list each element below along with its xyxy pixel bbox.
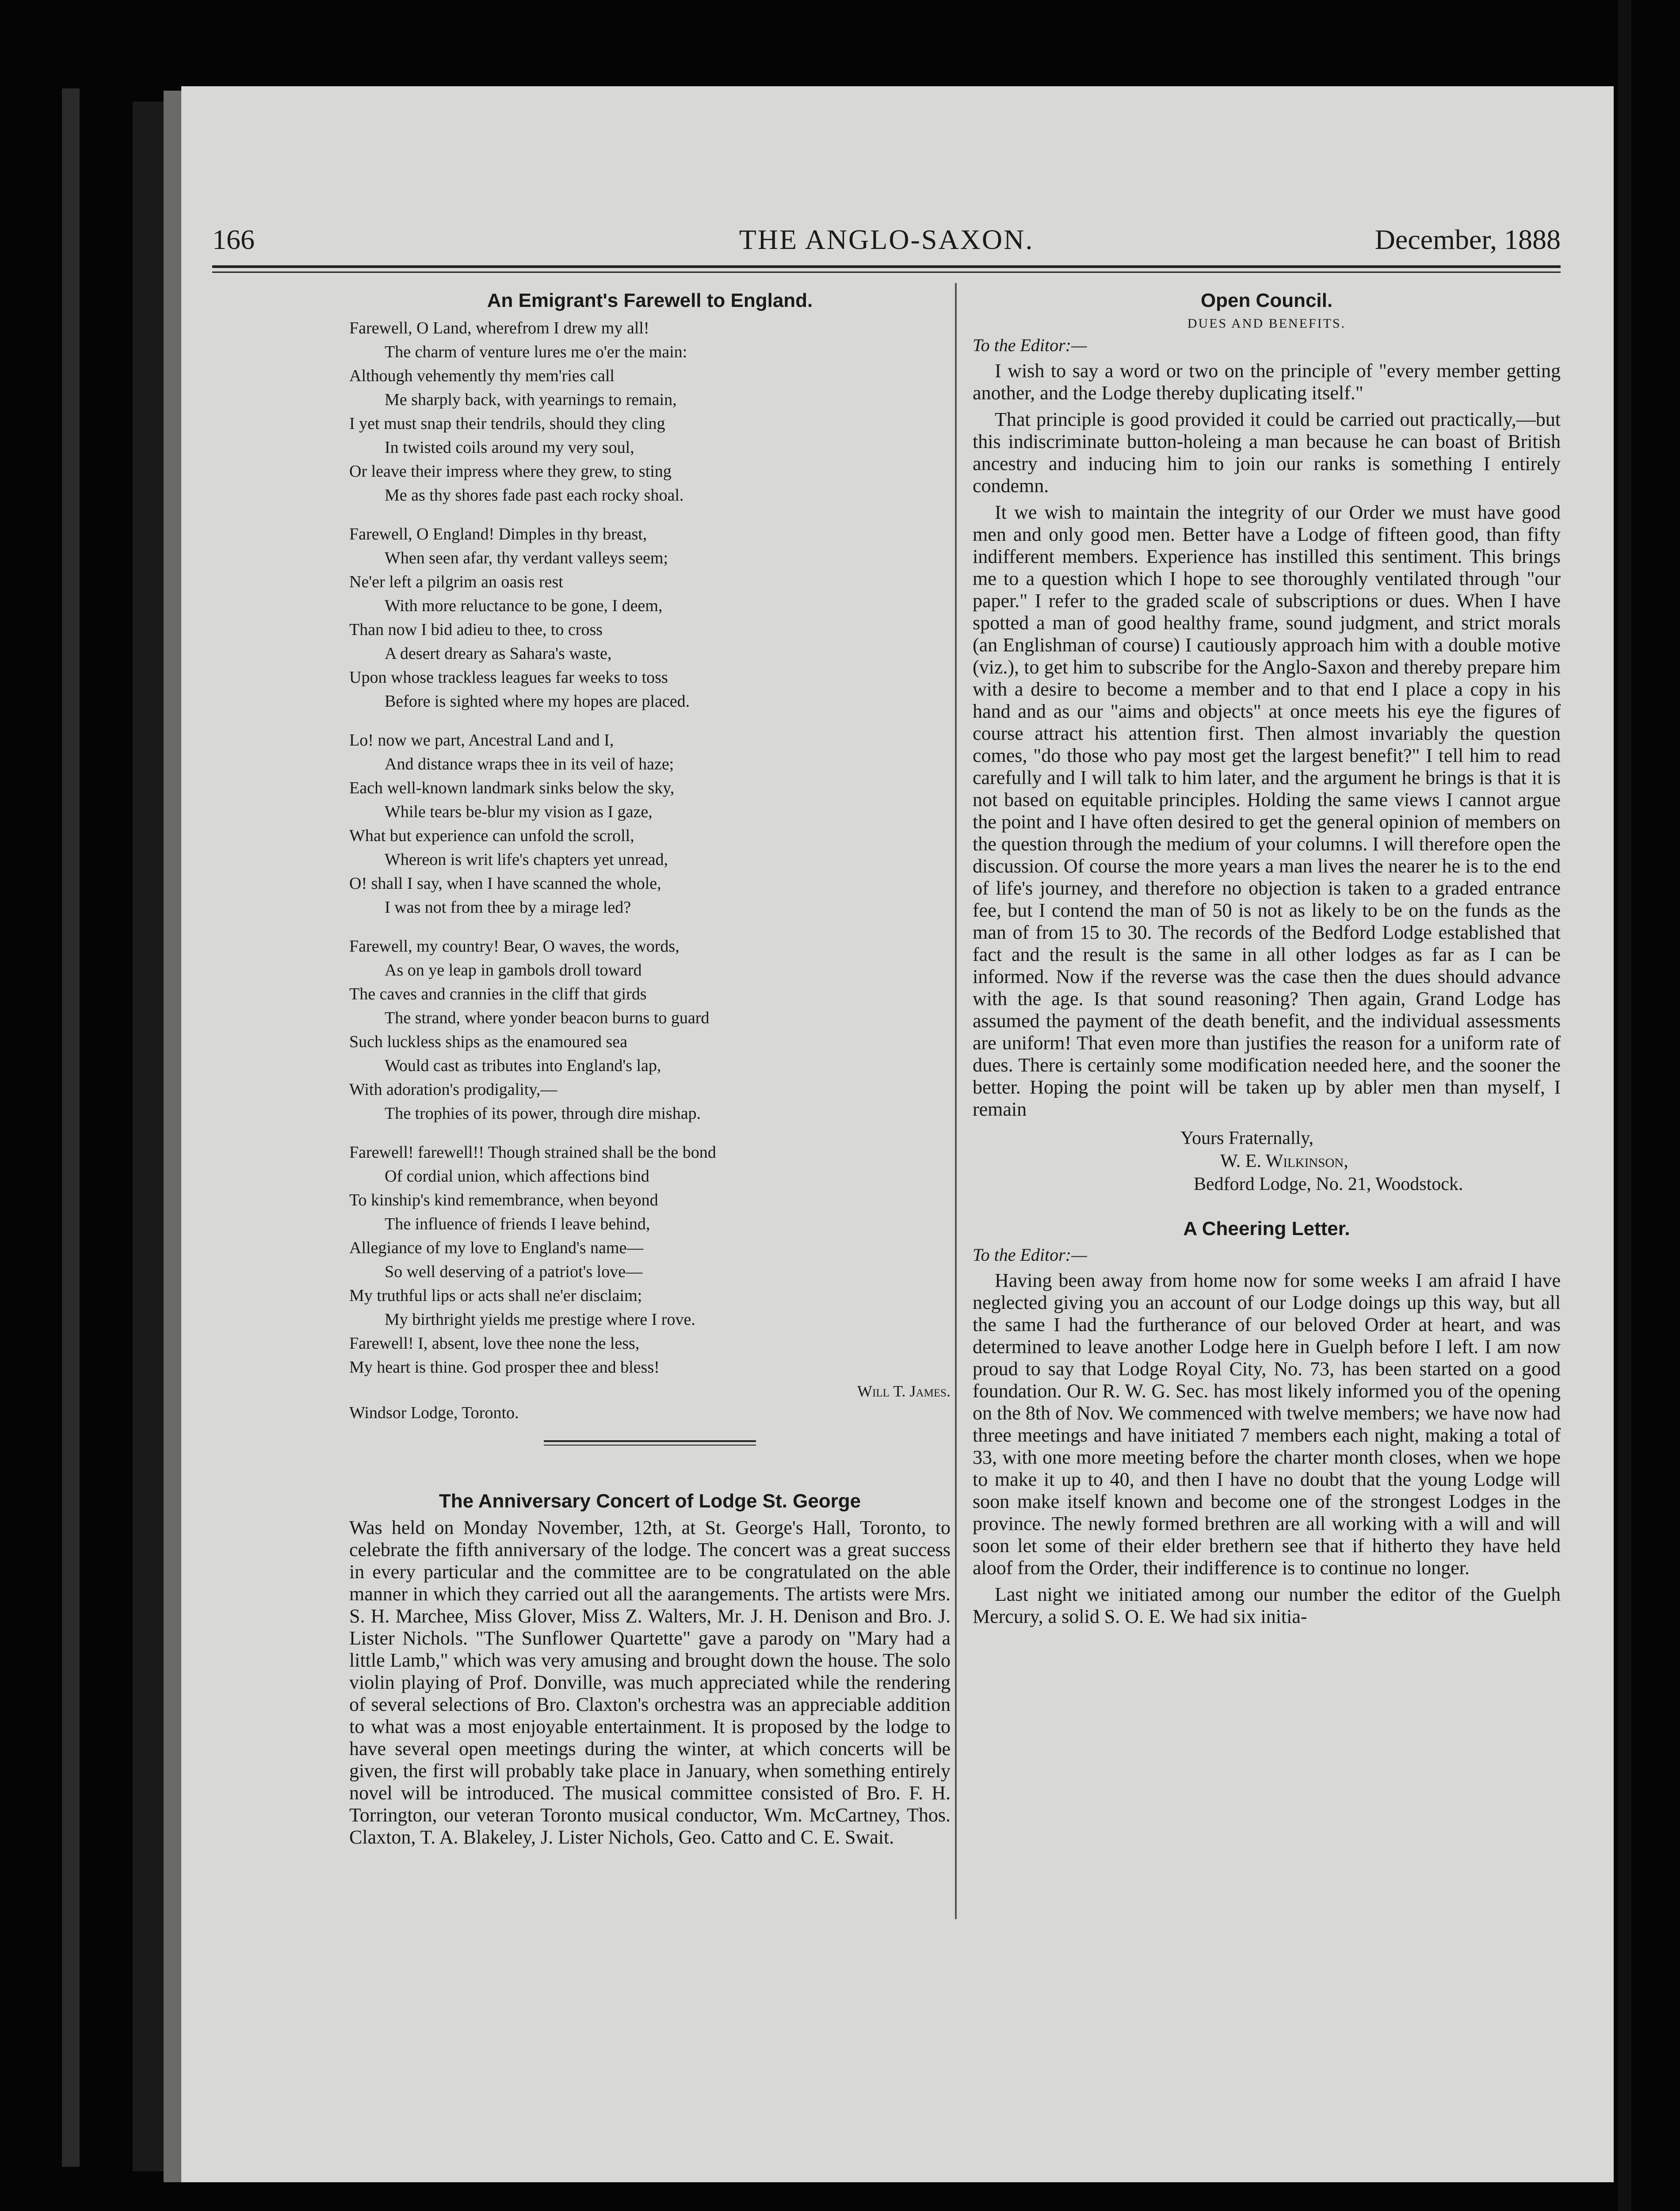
poem-stanza	[349, 728, 951, 919]
cheering-paragraph: Last night we initiated among our number the editor of the Guelph Mercury, a solid S. O. E. We had six initia-	[973, 1584, 1561, 1627]
issue-date: December, 1888	[1375, 224, 1561, 255]
poem-line: My heart is thine. God prosper thee and bless!	[349, 1358, 660, 1377]
council-salutation: To the Editor:—	[973, 335, 1087, 355]
poem-line: Such luckless ships as the enamoured sea	[349, 1033, 627, 1051]
poem-body	[349, 316, 951, 1379]
poem-line: The trophies of its power, through dire mishap.	[385, 1104, 701, 1123]
poem-line: In twisted coils around my very soul,	[385, 438, 634, 457]
poem-line: Each well-known landmark sinks below the sky,	[349, 779, 675, 797]
council-paragraph: I wish to say a word or two on the principle of "every member getting another, and the Lodge thereby duplicating itself."	[973, 360, 1561, 404]
poem-article	[349, 290, 951, 1457]
poem-line: Me as thy shores fade past each rocky shoal.	[385, 486, 684, 505]
film-edge-left	[62, 88, 80, 2167]
header-rule-thin	[212, 272, 1561, 273]
council-paragraph: That principle is good provided it could be carried out practically,—but this indiscriminate button-holeing a man because he can boast of British ancestry and inducing him to join our ranks is something I entirely condemn.	[973, 409, 1561, 497]
poem-line: The strand, where yonder beacon burns to guard	[385, 1009, 710, 1027]
poem-line: And distance wraps thee in its veil of haze;	[385, 755, 674, 773]
poem-title: An Emigrant's Farewell to England.	[487, 290, 813, 311]
poem-line: I was not from thee by a mirage led?	[385, 898, 631, 917]
poem-line: Farewell, O England! Dimples in thy breast,	[349, 525, 647, 543]
poem-line: Whereon is writ life's chapters yet unread,	[385, 850, 668, 869]
poem-line: Farewell, O Land, wherefrom I drew my all!	[349, 319, 649, 337]
poem-line: With more reluctance to be gone, I deem,	[385, 597, 663, 615]
council-paragraph: It we wish to maintain the integrity of our Order we must have good men and only good men. Better have a Lodge of fifteen good, than fifty indifferent members. Experience has instilled this sentiment. This brings me to a question which I hope to see thoroughly ventilated through "our paper." I refer to the graded scale of subscriptions or dues. When I have spotted a man of good healthy frame, sound judgment, and strict morals (an Englishman of course) I cautiously approach him with a double motive (viz.), to get him to subscribe for the Anglo-Saxon and thereby prepare him with a desire to become a member and to that end I place a copy in his hand and as our "aims and objects" at once meets his eye the figures of course attract his attention first. Then almost invariably the question comes, "do those who pay most get the largest benefit?" I tell him to read carefully and I will talk to him later, and the argument he brings is that it is not based on equitable principles. Holding the same views I cannot argue the point and I have often desired to get the general opinion of members on the question through the medium of your columns. I will therefore open the discussion. Of course the more years a man lives the nearer he is to the end of life's journey, and therefore no objection is taken to a graded entrance fee, but I contend the man of 50 is not as likely to be on the funds as the man of from 15 to 30. The records of the Bedford Lodge established that fact and the result is the same in all other lodges as far as I can be informed. Now if the reverse was the case then the dues should advance with the age. Is that sound reasoning? Then again, Grand Lodge has assumed the payment of the death benefit, and the individual assessments are uniform! That even more than justifies the reason for a uniform rate of dues. There is certainly some modification needed here, and the sooner the better. Hoping the point will be taken up by abler men than myself, I remain	[973, 501, 1561, 1120]
poem-line: My birthright yields me prestige where I rove.	[385, 1310, 695, 1329]
concert-title: The Anniversary Concert of Lodge St. George	[439, 1490, 861, 1512]
poem-line: As on ye leap in gambols droll toward	[385, 961, 642, 979]
poem-line: A desert dreary as Sahara's waste,	[385, 644, 612, 663]
poem-line: I yet must snap their tendrils, should they cling	[349, 414, 665, 433]
poem-line: Than now I bid adieu to thee, to cross	[349, 620, 603, 639]
column-divider	[955, 283, 957, 1919]
poem-line: Although vehemently thy mem'ries call	[349, 367, 615, 385]
poem-stanza	[349, 1140, 951, 1379]
poem-line: Farewell! farewell!! Though strained shall be the bond	[349, 1143, 716, 1162]
poem-line: So well deserving of a patriot's love—	[385, 1262, 643, 1281]
page-gutter	[133, 102, 164, 2171]
poem-line: The influence of friends I leave behind,	[385, 1215, 650, 1233]
council-lodge: Bedford Lodge, No. 21, Woodstock.	[1194, 1174, 1463, 1194]
section-rule	[544, 1440, 756, 1442]
poem-line: With adoration's prodigality,—	[349, 1080, 557, 1099]
poem-line: The charm of venture lures me o'er the main:	[385, 343, 687, 361]
poem-signature: Will T. James.	[857, 1382, 951, 1400]
poem-line: Would cast as tributes into England's lap,	[385, 1056, 661, 1075]
poem-line: O! shall I say, when I have scanned the whole,	[349, 874, 661, 893]
poem-line: Me sharply back, with yearnings to remain,	[385, 390, 677, 409]
page-header	[212, 223, 1561, 263]
poem-line: To kinship's kind remembrance, when beyond	[349, 1191, 658, 1209]
concert-body: Was held on Monday November, 12th, at St. George's Hall, Toronto, to celebrate the fifth anniversary of the lodge. The concert was a great success in every particular and the committee are to be congratulated on the able manner in which they carried out all the aarangements. The artists were Mrs. S. H. Marchee, Miss Glover, Miss Z. Walters, Mr. J. H. Denison and Bro. J. Lister Nichols. "The Sunflower Quartette" gave a parody on "Mary had a little Lamb," which was very amusing and brought down the house. The solo violin playing of Prof. Donville, was much appreciated while the rendering of several selections of Bro. Claxton's orchestra was an appreciable addition to what was a most enjoyable entertainment. It is proposed by the lodge to have several open meetings during the winter, at which concerts will be given, the first will probably take place in January, when something entirely novel will be introduced. The musical committee consisted of Bro. F. H. Torrington, our veteran Toronto musical conductor, Wm. McCartney, Thos. Claxton, T. A. Blakeley, J. Lister Nichols, Geo. Catto and C. E. Swait.	[349, 1517, 951, 1848]
page-number: 166	[212, 224, 255, 255]
poem-line: Farewell! I, absent, love thee none the less,	[349, 1334, 640, 1353]
council-title: Open Council.	[1200, 290, 1333, 311]
poem-line: Lo! now we part, Ancestral Land and I,	[349, 731, 614, 750]
poem-stanza	[349, 522, 951, 713]
concert-article	[349, 1490, 951, 1848]
right-column	[973, 290, 1561, 1628]
poem-line: Of cordial union, which affections bind	[385, 1167, 649, 1186]
publication-title: THE ANGLO-SAXON.	[739, 224, 1034, 255]
poem-line: Upon whose trackless leagues far weeks to toss	[349, 668, 668, 687]
cheering-paragraph: Having been away from home now for some weeks I am afraid I have neglected giving you an account of our Lodge doings up this way, but all the same I had the furtherance of our beloved Order at heart, and was determined to leave another Lodge here in Guelph before I left. I am now proud to say that Lodge Royal City, No. 73, has been started on a good foundation. Our R. W. G. Sec. has most likely informed you of the opening on the 8th of Nov. We commenced with twelve members; we have now had three meetings and have initiated 7 members each night, making a total of 33, with one more meeting before the charter month closes, when we hope to make it up to 40, and then I have no doubt that the young Lodge will soon make itself known and become one of the strongest Lodges in the province. The newly formed brethren are all working with a will and will soon let some of their elder brethern see that if hitherto they have held aloof from the Order, their indifference is to continue no longer.	[973, 1270, 1561, 1579]
poem-line: While tears be-blur my vision as I gaze,	[385, 803, 653, 821]
council-subtitle: DUES AND BENEFITS.	[1187, 316, 1346, 331]
cheering-salutation: To the Editor:—	[973, 1245, 1087, 1265]
closing-line: Yours Fraternally,	[1180, 1128, 1313, 1148]
poem-line: My truthful lips or acts shall ne'er disclaim;	[349, 1286, 642, 1305]
header-rule-thick	[212, 265, 1561, 268]
poem-line: Before is sighted where my hopes are placed.	[385, 692, 690, 711]
poem-stanza	[349, 934, 951, 1125]
poem-line: Ne'er left a pilgrim an oasis rest	[349, 573, 563, 591]
poem-lodge: Windsor Lodge, Toronto.	[349, 1404, 519, 1422]
council-closing	[973, 1127, 1561, 1196]
poem-line: When seen afar, thy verdant valleys seem;	[385, 549, 668, 567]
film-edge-right	[1618, 0, 1631, 2211]
poem-line: Or leave their impress where they grew, to sting	[349, 462, 672, 481]
council-signature: W. E. Wilkinson,	[1220, 1151, 1348, 1171]
poem-line: The caves and crannies in the cliff that girds	[349, 985, 647, 1003]
poem-line: Allegiance of my love to England's name—	[349, 1239, 644, 1257]
section-rule-thin	[544, 1445, 756, 1446]
poem-stanza	[349, 316, 951, 507]
poem-line: Farewell, my country! Bear, O waves, the words,	[349, 937, 680, 956]
cheering-title: A Cheering Letter.	[1183, 1218, 1350, 1239]
poem-line: What but experience can unfold the scroll,	[349, 826, 634, 845]
